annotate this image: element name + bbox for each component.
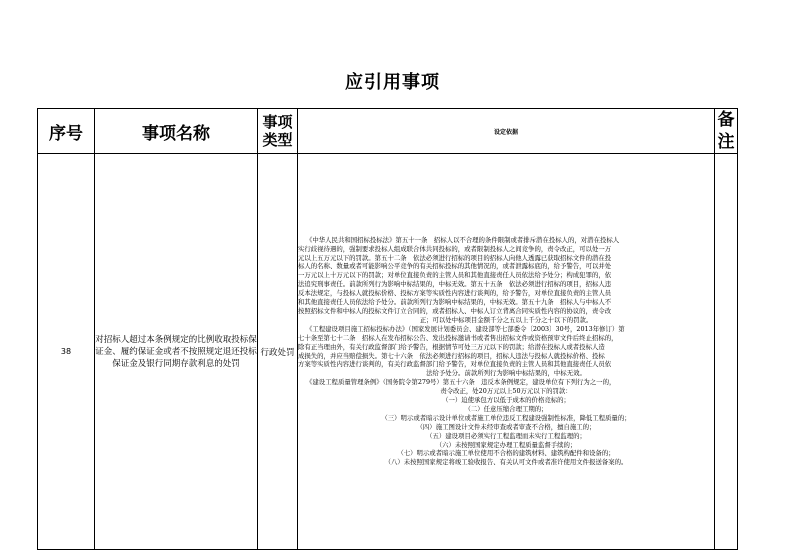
basis-line: 除有正当理由外，有关行政监督部门给予警告，根据情节可处三万元以下的罚款；给潜在投标人或者投标人造 bbox=[298, 342, 605, 351]
row-number: 38 bbox=[38, 154, 95, 550]
basis-text bbox=[298, 236, 714, 468]
header-type bbox=[258, 109, 298, 154]
basis-line: 法追究刑事责任。前款所列行为影响中标结果的，中标无效。第五十五条 依法必须进行招标的项目，招标人违 bbox=[298, 280, 612, 289]
basis-line: 《建设工程质量管理条例》（国务院令第279号）第五十六条 违反本条例规定，建设单位有下列行为之一的， bbox=[306, 378, 616, 387]
basis-line: 成损失的，并应当赔偿损失。第七十六条 依法必须进行招标的项目，招标人违法与投标人就投标价格、投标 bbox=[298, 351, 605, 360]
header-note-line2: 注 bbox=[717, 132, 735, 152]
basis-line: 实行歧视待遇的，强制要求投标人组成联合体共同投标的，或者限制投标人之间竞争的，责令改正，可以处一万 bbox=[298, 244, 612, 253]
basis-line: 一万元以上十万元以下的罚款；对单位直接负责的主管人员和其他直接责任人员依法给予处分；构成犯罪的，依 bbox=[298, 271, 612, 280]
basis-line: 《工程建设项目施工招标投标办法》（国家发展计划委员会、建设部等七部委令〔2003〕30号，2013年修订）第 bbox=[306, 324, 625, 333]
basis-line: （六）未按照国家规定办理工程质量监督手续的； bbox=[435, 440, 577, 449]
header-type-line1: 事项 bbox=[262, 113, 293, 131]
basis-line: 和其他直接责任人员依法给予处分。前款所列行为影响中标结果的，中标无效。第五十九条 招标人与中标人不 bbox=[298, 298, 612, 307]
row-note bbox=[715, 154, 738, 550]
basis-line: （三）明示或者暗示设计单位或者施工单位违反工程建设强制性标准，降低工程质量的； bbox=[381, 413, 631, 422]
row-type: 行政处罚 bbox=[258, 154, 298, 550]
header-note bbox=[715, 109, 738, 154]
basis-line: 标人的名称、数量或者可能影响公平竞争的有关招标投标的其他情况的，或者泄露标底的，给予警告，可以并处 bbox=[298, 262, 612, 271]
table-row bbox=[38, 154, 738, 550]
header-number: 序号 bbox=[38, 109, 95, 154]
basis-line: 七十条至第七十二条 招标人在发布招标公告、发出投标邀请书或者售出招标文件或资格预审文件后终止招标的， bbox=[298, 333, 618, 342]
basis-line: （一）迫使承包方以低于成本的价格竞标的； bbox=[442, 396, 570, 405]
header-note-line1: 备 bbox=[717, 110, 735, 130]
row-basis bbox=[298, 154, 715, 550]
basis-line: 《中华人民共和国招标投标法》第五十一条 招标人以不合理的条件限制或者排斥潜在投标人的，对潜在投标人 bbox=[306, 235, 620, 244]
basis-line: 按照招标文件和中标人的投标文件订立合同的，或者招标人、中标人订立背离合同实质性内容的协议的，责令改 bbox=[298, 306, 612, 315]
header-basis: 设定依据 bbox=[298, 109, 715, 154]
basis-line: 责令改正，处20万元以上50万元以下的罚款： bbox=[440, 387, 572, 396]
row-name: 对招标人超过本条例规定的比例收取投标保证金、履约保证金或者不按照规定退还投标保证金及银行同期存款利息的处罚 bbox=[95, 154, 258, 550]
basis-line: 正；可以处中标项目金额千分之五以上千分之十以下的罚款。 bbox=[419, 315, 593, 324]
basis-line: （二）任意压缩合理工期的； bbox=[464, 404, 548, 413]
page-title: 应引用事项 bbox=[345, 72, 440, 93]
basis-line: （五）建设项目必须实行工程监理而未实行工程监理的； bbox=[426, 431, 586, 440]
matters-table bbox=[37, 108, 738, 550]
basis-line: （八）未按照国家规定将竣工验收报告、有关认可文件或者准许使用文件报送备案的。 bbox=[384, 458, 628, 467]
table-header-row bbox=[38, 109, 738, 154]
basis-line: 元以上五万元以下的罚款。第五十二条 依法必须进行招标的项目的招标人向他人透露已获取招标文件的潜在投 bbox=[298, 253, 612, 262]
basis-line: 反本法规定，与投标人就投标价格、投标方案等实质性内容进行谈判的，给予警告，对单位直接负责的主管人员 bbox=[298, 289, 612, 298]
header-name: 事项名称 bbox=[95, 109, 258, 154]
basis-line: 方案等实质性内容进行谈判的，有关行政监督部门给予警告，对单位直接负责的主管人员和其他直接责任人员依 bbox=[298, 360, 612, 369]
basis-line: （七）明示或者暗示施工单位使用不合格的建筑材料、建筑构配件和设备的； bbox=[397, 449, 615, 458]
header-type-line2: 类型 bbox=[262, 131, 293, 149]
basis-line: （四）施工图设计文件未经审查或者审查不合格，擅自施工的； bbox=[416, 422, 596, 431]
basis-line: 法给予处分。前款所列行为影响中标结果的，中标无效。 bbox=[426, 369, 586, 378]
